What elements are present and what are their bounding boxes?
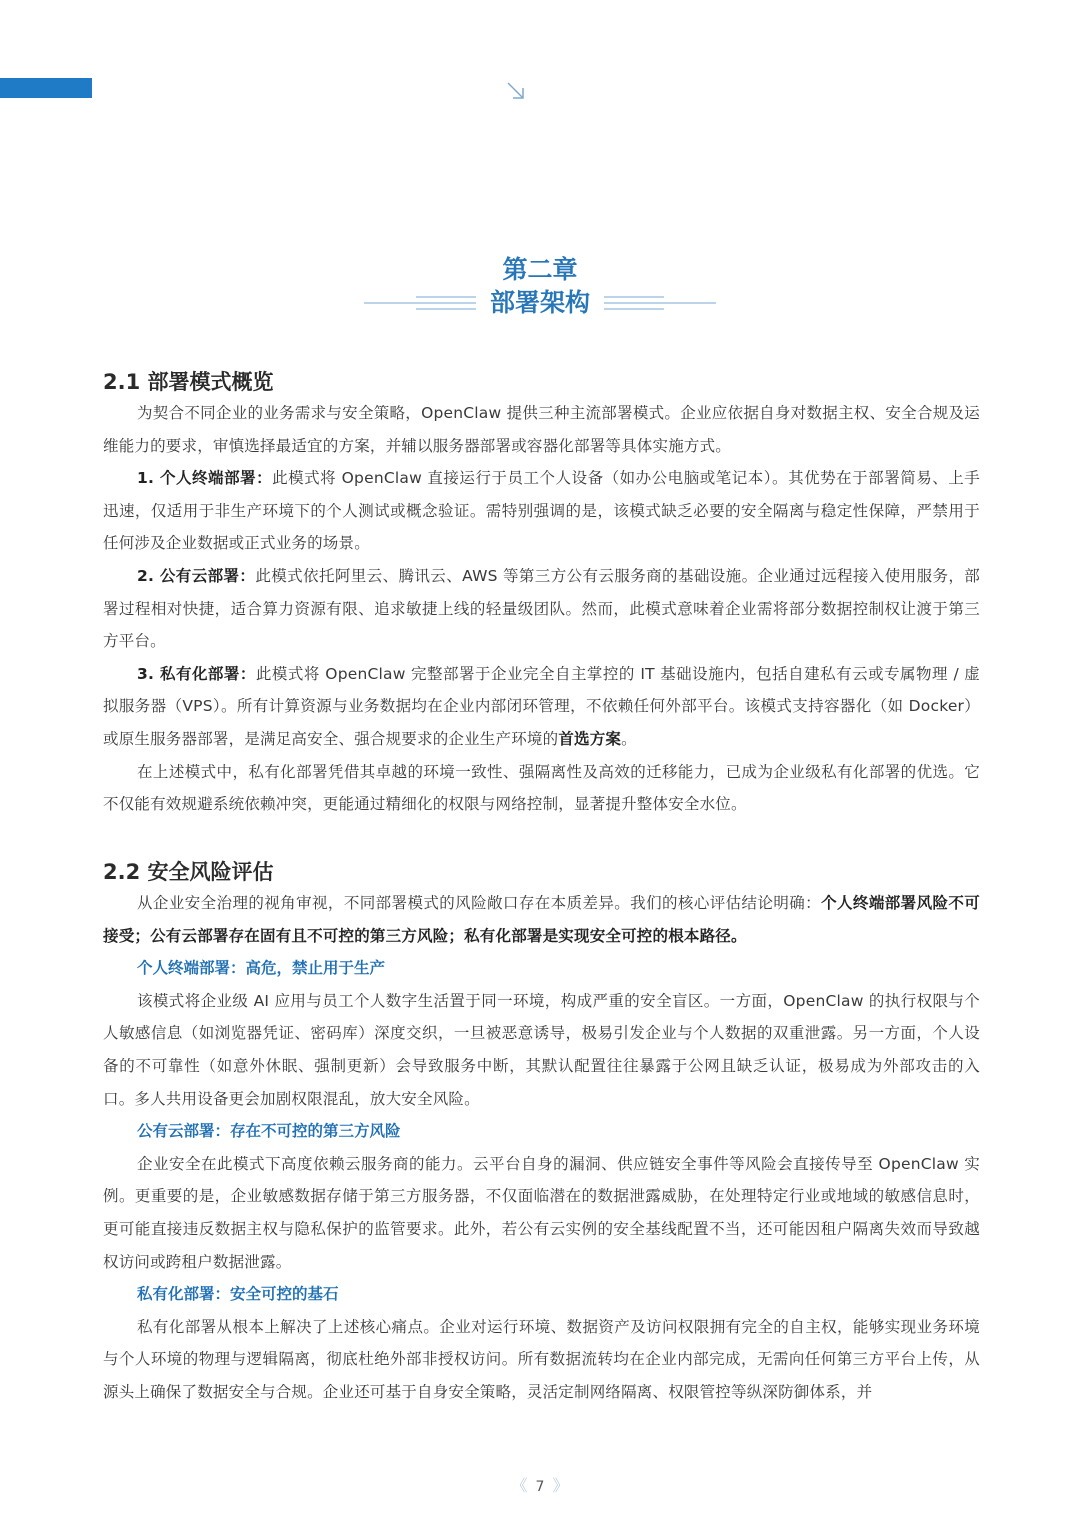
- section-title-2-1: 2.1 部署模式概览: [103, 370, 274, 394]
- arrow-down-right-icon: [505, 80, 527, 102]
- header-accent-bar: [0, 78, 92, 98]
- section-2-1-intro: 为契合不同企业的业务需求与安全策略，OpenClaw 提供三种主流部署模式。企业应依据自身对数据主权、安全合规及运维能力的要求，审慎选择最适宜的方案，并辅以服务器部署或容器化部署等具体实施方式。: [103, 404, 980, 455]
- item-text: 此模式将 OpenClaw 直接运行于员工个人设备（如办公电脑或笔记本）。其优势在于部署简易、上手迅速，仅适用于非生产环境下的个人测试或概念验证。需特别强调的是，该模式缺乏必要的安全隔离与稳定性保障，严禁用于任何涉及企业数据或正式业务的场景。: [103, 469, 980, 553]
- decorative-lines-left: [364, 294, 476, 312]
- emphasis-text: 首选方案: [558, 729, 622, 748]
- item-label: 3. 私有化部署：: [137, 664, 256, 683]
- deployment-item-personal: [103, 462, 980, 560]
- deployment-item-public-cloud: [103, 560, 980, 658]
- intro-conclusion: 个人终端部署风险不可接受；公有云部署存在固有且不可控的第三方风险；私有化部署是实现安全可控的根本路径。: [103, 894, 980, 945]
- section-2-2-intro: [103, 887, 980, 952]
- subheading-private-deployment: 私有化部署：安全可控的基石: [137, 1285, 339, 1304]
- private-deployment-text: 私有化部署从根本上解决了上述核心痛点。企业对运行环境、数据资产及访问权限拥有完全的自主权，能够实现业务环境与个人环境的物理与逻辑隔离，彻底杜绝外部非授权访问。所有数据流转均在企业内部完成，无需向任何第三方平台上传，从源头上确保了数据安全与合规。企业还可基于自身安全策略，灵活定制网络隔离、权限管控等纵深防御体系，并: [103, 1317, 980, 1401]
- section-2-1: [103, 367, 980, 821]
- subheading-personal-risk: 个人终端部署：高危，禁止用于生产: [137, 959, 386, 978]
- section-2-2: [103, 857, 980, 1409]
- item-label: 2. 公有云部署：: [137, 566, 256, 585]
- item-text: 此模式依托阿里云、腾讯云、AWS 等第三方公有云服务商的基础设施。企业通过远程接入使用服务，部署过程相对快捷，适合算力资源有限、追求敏捷上线的轻量级团队。然而，此模式意味着企业需将部分数据控制权让渡于第三方平台。: [103, 566, 980, 651]
- item-text: 此模式将 OpenClaw 完整部署于企业完全自主掌控的 IT 基础设施内，包括自建私有云或专属物理 / 虚拟服务器（VPS）。所有计算资源与业务数据均在企业内部闭环管理，不依赖任何外部平台。该模式支持容器化（如 Docker）或原生服务器部署，是满足高安全、强合规要求的企业生产环境的: [103, 664, 980, 748]
- personal-risk-text: 该模式将企业级 AI 应用与员工个人数字生活置于同一环境，构成严重的安全盲区。一方面，OpenClaw 的执行权限与个人敏感信息（如浏览器凭证、密码库）深度交织，一旦被恶意诱导，极易引发企业与个人数据的双重泄露。另一方面，个人设备的不可靠性（如意外休眠、强制更新）会导致服务中断，其默认配置往往暴露于公网且缺乏认证，极易成为外部攻击的入口。多人共用设备更会加剧权限混乱，放大安全风险。: [103, 991, 980, 1108]
- page-number-footer: [0, 1473, 1080, 1496]
- deployment-item-private: [103, 658, 980, 756]
- page-bracket-right: 》: [552, 1476, 569, 1495]
- chapter-title: 部署架构: [489, 288, 590, 317]
- decorative-lines-right: [604, 294, 716, 312]
- chapter-title-row: [0, 287, 1080, 319]
- chapter-label: 第二章: [502, 255, 578, 284]
- page-bracket-left: 《: [511, 1476, 528, 1495]
- subheading-public-cloud-risk: 公有云部署：存在不可控的第三方风险: [137, 1122, 401, 1141]
- item-text-end: 。: [621, 729, 637, 748]
- page-number: 7: [535, 1479, 545, 1495]
- item-label: 1. 个人终端部署：: [137, 469, 273, 488]
- public-cloud-risk-text: 企业安全在此模式下高度依赖云服务商的能力。云平台自身的漏洞、供应链安全事件等风险会直接传导至 OpenClaw 实例。更重要的是，企业敏感数据存储于第三方服务器，不仅面临潜在的数据泄露威胁，在处理特定行业或地域的敏感信息时，更可能直接违反数据主权与隐私保护的监管要求。此外，若公有云实例的安全基线配置不当，还可能因租户隔离失效而导致越权访问或跨租户数据泄露。: [103, 1154, 980, 1271]
- chapter-heading: [0, 254, 1080, 319]
- section-2-1-summary: 在上述模式中，私有化部署凭借其卓越的环境一致性、强隔离性及高效的迁移能力，已成为企业级私有化部署的优选。它不仅能有效规避系统依赖冲突，更能通过精细化的权限与网络控制，显著提升整体安全水位。: [103, 762, 980, 814]
- section-title-2-2: 2.2 安全风险评估: [103, 860, 274, 884]
- intro-text: 从企业安全治理的视角审视，不同部署模式的风险敞口存在本质差异。我们的核心评估结论明确：: [137, 894, 822, 912]
